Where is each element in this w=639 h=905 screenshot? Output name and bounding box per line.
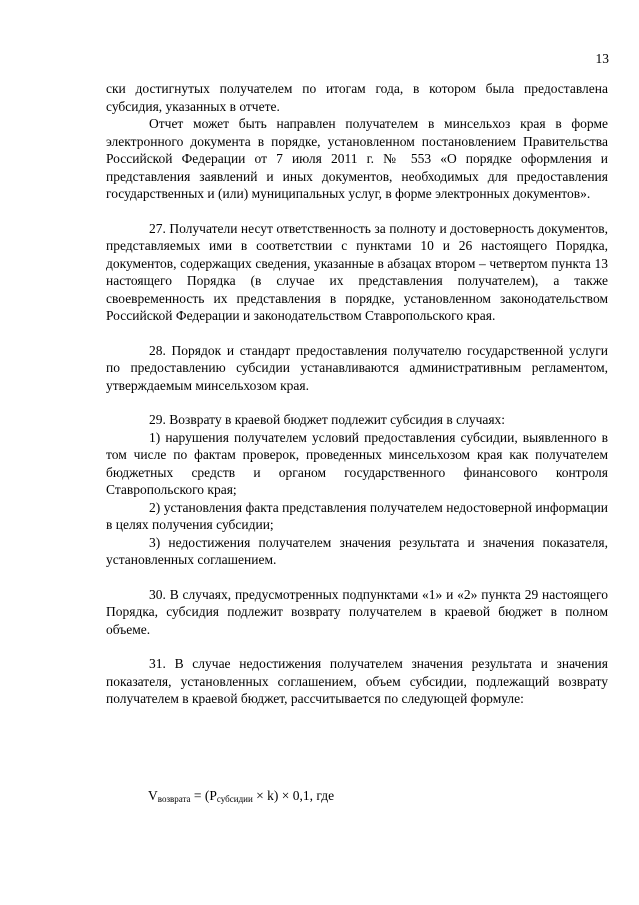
document-body	[106, 80, 608, 708]
paragraph-spacer	[106, 203, 608, 220]
paragraph-item-31: 31. В случае недостижения получателем значения результата и значения показателя, установленных соглашением, объем субсидии, подлежащий возврату получателем в краевой бюджет, рассчитывается по следующей формуле:	[106, 656, 608, 706]
formula-p-subscript: субсидии	[216, 794, 253, 804]
formula-rest: × k) × 0,1, где	[252, 788, 335, 803]
page-number: 13	[595, 51, 609, 66]
subitem-3: 3) недостижения получателем значения результата и значения показателя, установленных соглашением.	[106, 534, 608, 567]
paragraph-spacer	[106, 325, 608, 342]
formula	[148, 787, 334, 808]
formula-equals: = (P	[190, 788, 217, 803]
paragraph-spacer	[106, 638, 608, 655]
formula-lhs: V	[148, 788, 158, 803]
paragraph-item-28: 28. Порядок и стандарт предоставления получателю государственной услуги по предоставлению субсидии устанавливаются административным регламентом, утверждаемым минсельхозом края.	[106, 342, 608, 393]
paragraph-item-27: 27. Получатели несут ответственность за полноту и достоверность документов, представляемых ими в соответствии с пунктами 10 и 26 настоящего Порядка, документов, содержащих сведения, указанные в абзацах втором – четвертом пункта 13 настоящего Порядка (в случае их представления получателем), а также своевременность их представления в порядке, установленном законодательством Российской Федерации и законодательством Ставропольского края.	[106, 220, 608, 323]
paragraph-item-30: 30. В случаях, предусмотренных подпунктами «1» и «2» пункта 29 настоящего Порядка, субсидия подлежит возврату получателем в краевой бюджет в полном объеме.	[106, 586, 608, 637]
paragraph: Отчет может быть направлен получателем в минсельхоз края в форме электронного документа в порядке, установленном постановлением Правительства Российской Федерации от 7 июля 2011 г. № 553 «О порядке оформления и представления заявлений и иных документов, необходимых для предоставления государственных и (или) муниципальных услуг, в форме электронных документов».	[106, 116, 608, 201]
paragraph-spacer	[106, 569, 608, 586]
paragraph: ски достигнутых получателем по итогам года, в котором была предоставлена субсидия, указанных в отчете.	[106, 81, 608, 114]
subitem-1: 1) нарушения получателем условий предоставления субсидии, выявленного в том числе по фактам проверок, проведенных минсельхозом края как получателем бюджетных средств и органом государственного финансового контроля Ставропольского края;	[106, 429, 608, 497]
formula-lhs-subscript: возврата	[157, 794, 191, 804]
paragraph-spacer	[106, 394, 608, 411]
subitem-2: 2) установления факта представления получателем недостоверной информации в целях получения субсидии;	[106, 499, 608, 532]
paragraph-item-29: 29. Возврату в краевой бюджет подлежит субсидия в случаях:	[149, 412, 506, 427]
